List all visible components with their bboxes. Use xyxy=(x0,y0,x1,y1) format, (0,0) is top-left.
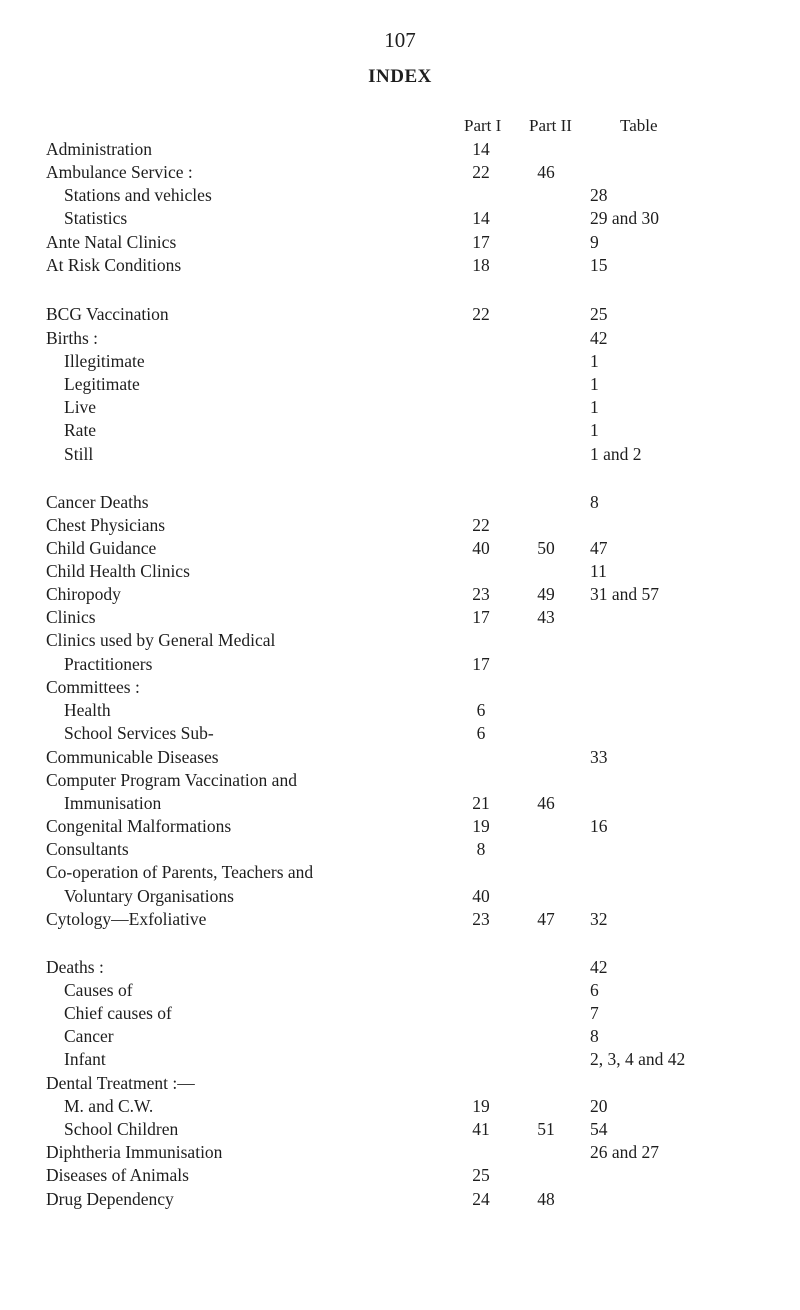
part1-ref: 22 xyxy=(472,304,490,324)
table-column-header: Table xyxy=(620,116,658,135)
index-term: Infant xyxy=(64,1049,106,1069)
index-entry xyxy=(0,162,800,186)
part1-column-header: Part I xyxy=(464,116,502,135)
table-ref: 1 and 2 xyxy=(590,444,642,464)
index-term: Administration xyxy=(46,139,152,159)
table-ref: 29 and 30 xyxy=(590,208,660,228)
index-entry xyxy=(0,1189,800,1213)
table-ref: 54 xyxy=(590,1119,608,1139)
part1-ref: 41 xyxy=(472,1119,490,1139)
table-ref: 42 xyxy=(590,957,608,977)
index-term: Communicable Diseases xyxy=(46,747,219,767)
part2-column-header: Part II xyxy=(529,116,572,135)
index-entry xyxy=(0,561,800,585)
index-term: Births : xyxy=(46,328,99,348)
part2-ref: 46 xyxy=(537,793,555,813)
index-term: Cancer Deaths xyxy=(46,492,149,512)
table-ref: 9 xyxy=(590,232,599,252)
part2-ref: 43 xyxy=(537,607,555,627)
index-entry xyxy=(0,1096,800,1120)
index-term: Congenital Malformations xyxy=(46,816,232,836)
index-term: Dental Treatment :— xyxy=(46,1073,195,1093)
index-entry xyxy=(0,723,800,747)
table-ref: 42 xyxy=(590,328,608,348)
table-ref: 26 and 27 xyxy=(590,1142,660,1162)
table-ref: 11 xyxy=(590,561,607,581)
index-term: Child Health Clinics xyxy=(46,561,190,581)
part1-ref: 19 xyxy=(472,816,490,836)
index-entry xyxy=(0,957,800,981)
part1-ref: 18 xyxy=(472,255,490,275)
index-entry xyxy=(0,1165,800,1189)
part1-ref: 17 xyxy=(472,654,490,674)
index-term: School Children xyxy=(64,1119,179,1139)
index-term: M. and C.W. xyxy=(64,1096,154,1116)
index-term: Statistics xyxy=(64,208,128,228)
index-term: Still xyxy=(64,444,94,464)
index-entry xyxy=(0,1142,800,1166)
part2-ref: 51 xyxy=(537,1119,555,1139)
index-term: Cancer xyxy=(64,1026,114,1046)
index-entry xyxy=(0,538,800,562)
index-term: Child Guidance xyxy=(46,538,157,558)
part1-ref: 21 xyxy=(472,793,490,813)
index-entry xyxy=(0,654,800,678)
table-ref: 8 xyxy=(590,1026,599,1046)
table-ref: 1 xyxy=(590,397,599,417)
index-entry xyxy=(0,185,800,209)
index-entry xyxy=(0,139,800,163)
part1-ref: 6 xyxy=(476,700,486,720)
index-term: Health xyxy=(64,700,111,720)
index-entry xyxy=(0,677,800,701)
part2-ref: 48 xyxy=(537,1189,555,1209)
index-term: Ante Natal Clinics xyxy=(46,232,177,252)
index-term: Chief causes of xyxy=(64,1003,172,1023)
table-ref: 15 xyxy=(590,255,608,275)
table-ref: 8 xyxy=(590,492,599,512)
part1-ref: 40 xyxy=(472,886,490,906)
part1-ref: 22 xyxy=(472,515,490,535)
index-term: Co-operation of Parents, Teachers and xyxy=(46,862,314,882)
table-ref: 1 xyxy=(590,374,599,394)
index-entry xyxy=(0,208,800,232)
index-entry xyxy=(0,839,800,863)
index-entry xyxy=(0,444,800,468)
index-term: Live xyxy=(64,397,97,417)
index-term: Illegitimate xyxy=(64,351,145,371)
index-term: Voluntary Organisations xyxy=(64,886,234,906)
index-entry xyxy=(0,1073,800,1097)
part1-ref: 6 xyxy=(476,723,486,743)
index-entry xyxy=(0,420,800,444)
index-entry xyxy=(0,304,800,328)
table-ref: 25 xyxy=(590,304,608,324)
part1-ref: 22 xyxy=(472,162,490,182)
index-term: School Services Sub- xyxy=(64,723,214,743)
part1-ref: 14 xyxy=(472,139,490,159)
index-entry xyxy=(0,770,800,794)
index-term: Committees : xyxy=(46,677,140,697)
part1-ref: 23 xyxy=(472,584,490,604)
part1-ref: 40 xyxy=(472,538,490,558)
index-term: Rate xyxy=(64,420,97,440)
index-entry xyxy=(0,1119,800,1143)
table-ref: 31 and 57 xyxy=(590,584,660,604)
index-entry xyxy=(0,255,800,279)
index-entry xyxy=(0,1026,800,1050)
part1-ref: 24 xyxy=(472,1189,490,1209)
index-term: Legitimate xyxy=(64,374,140,394)
index-term: Diseases of Animals xyxy=(46,1165,189,1185)
table-ref: 20 xyxy=(590,1096,608,1116)
index-entry xyxy=(0,886,800,910)
part1-ref: 8 xyxy=(476,839,486,859)
part1-ref: 23 xyxy=(472,909,490,929)
index-term: Clinics used by General Medical xyxy=(46,630,276,650)
index-entry xyxy=(0,515,800,539)
index-term: At Risk Conditions xyxy=(46,255,182,275)
table-ref: 6 xyxy=(590,980,599,1000)
index-term: Deaths : xyxy=(46,957,104,977)
index-entry xyxy=(0,397,800,421)
part1-ref: 17 xyxy=(472,232,490,252)
part1-ref: 14 xyxy=(472,208,490,228)
index-term: Drug Dependency xyxy=(46,1189,174,1209)
part1-ref: 17 xyxy=(472,607,490,627)
part2-ref: 50 xyxy=(537,538,555,558)
part2-ref: 47 xyxy=(537,909,555,929)
index-term: Diphtheria Immunisation xyxy=(46,1142,223,1162)
index-entry xyxy=(0,1049,800,1073)
table-ref: 32 xyxy=(590,909,608,929)
table-ref: 16 xyxy=(590,816,608,836)
table-ref: 33 xyxy=(590,747,608,767)
index-term: BCG Vaccination xyxy=(46,304,169,324)
table-ref: 7 xyxy=(590,1003,599,1023)
index-entry xyxy=(0,630,800,654)
index-term: Ambulance Service : xyxy=(46,162,193,182)
part2-ref: 49 xyxy=(537,584,555,604)
index-entry xyxy=(0,1003,800,1027)
index-entry xyxy=(0,980,800,1004)
index-entry xyxy=(0,862,800,886)
index-entry xyxy=(0,793,800,817)
index-title: INDEX xyxy=(368,66,432,87)
table-ref: 1 xyxy=(590,351,599,371)
index-entry xyxy=(0,816,800,840)
index-term: Clinics xyxy=(46,607,96,627)
table-ref: 28 xyxy=(590,185,608,205)
part1-ref: 19 xyxy=(472,1096,490,1116)
index-entry xyxy=(0,700,800,724)
index-entry xyxy=(0,328,800,352)
index-entry xyxy=(0,747,800,771)
index-entry xyxy=(0,374,800,398)
index-entry xyxy=(0,232,800,256)
index-term: Stations and vehicles xyxy=(64,185,212,205)
index-term: Chiropody xyxy=(46,584,121,604)
table-ref: 1 xyxy=(590,420,599,440)
part1-ref: 25 xyxy=(472,1165,490,1185)
index-entry xyxy=(0,584,800,608)
index-term: Causes of xyxy=(64,980,133,1000)
index-term: Practitioners xyxy=(64,654,153,674)
index-entry xyxy=(0,909,800,933)
index-entry xyxy=(0,492,800,516)
table-ref: 47 xyxy=(590,538,608,558)
page-number: 107 xyxy=(384,28,416,52)
index-entry xyxy=(0,607,800,631)
index-term: Chest Physicians xyxy=(46,515,166,535)
index-term: Cytology—Exfoliative xyxy=(46,909,207,929)
index-entry xyxy=(0,351,800,375)
index-term: Immunisation xyxy=(64,793,162,813)
index-term: Computer Program Vaccination and xyxy=(46,770,297,790)
part2-ref: 46 xyxy=(537,162,555,182)
table-ref: 2, 3, 4 and 42 xyxy=(590,1049,686,1069)
index-term: Consultants xyxy=(46,839,129,859)
